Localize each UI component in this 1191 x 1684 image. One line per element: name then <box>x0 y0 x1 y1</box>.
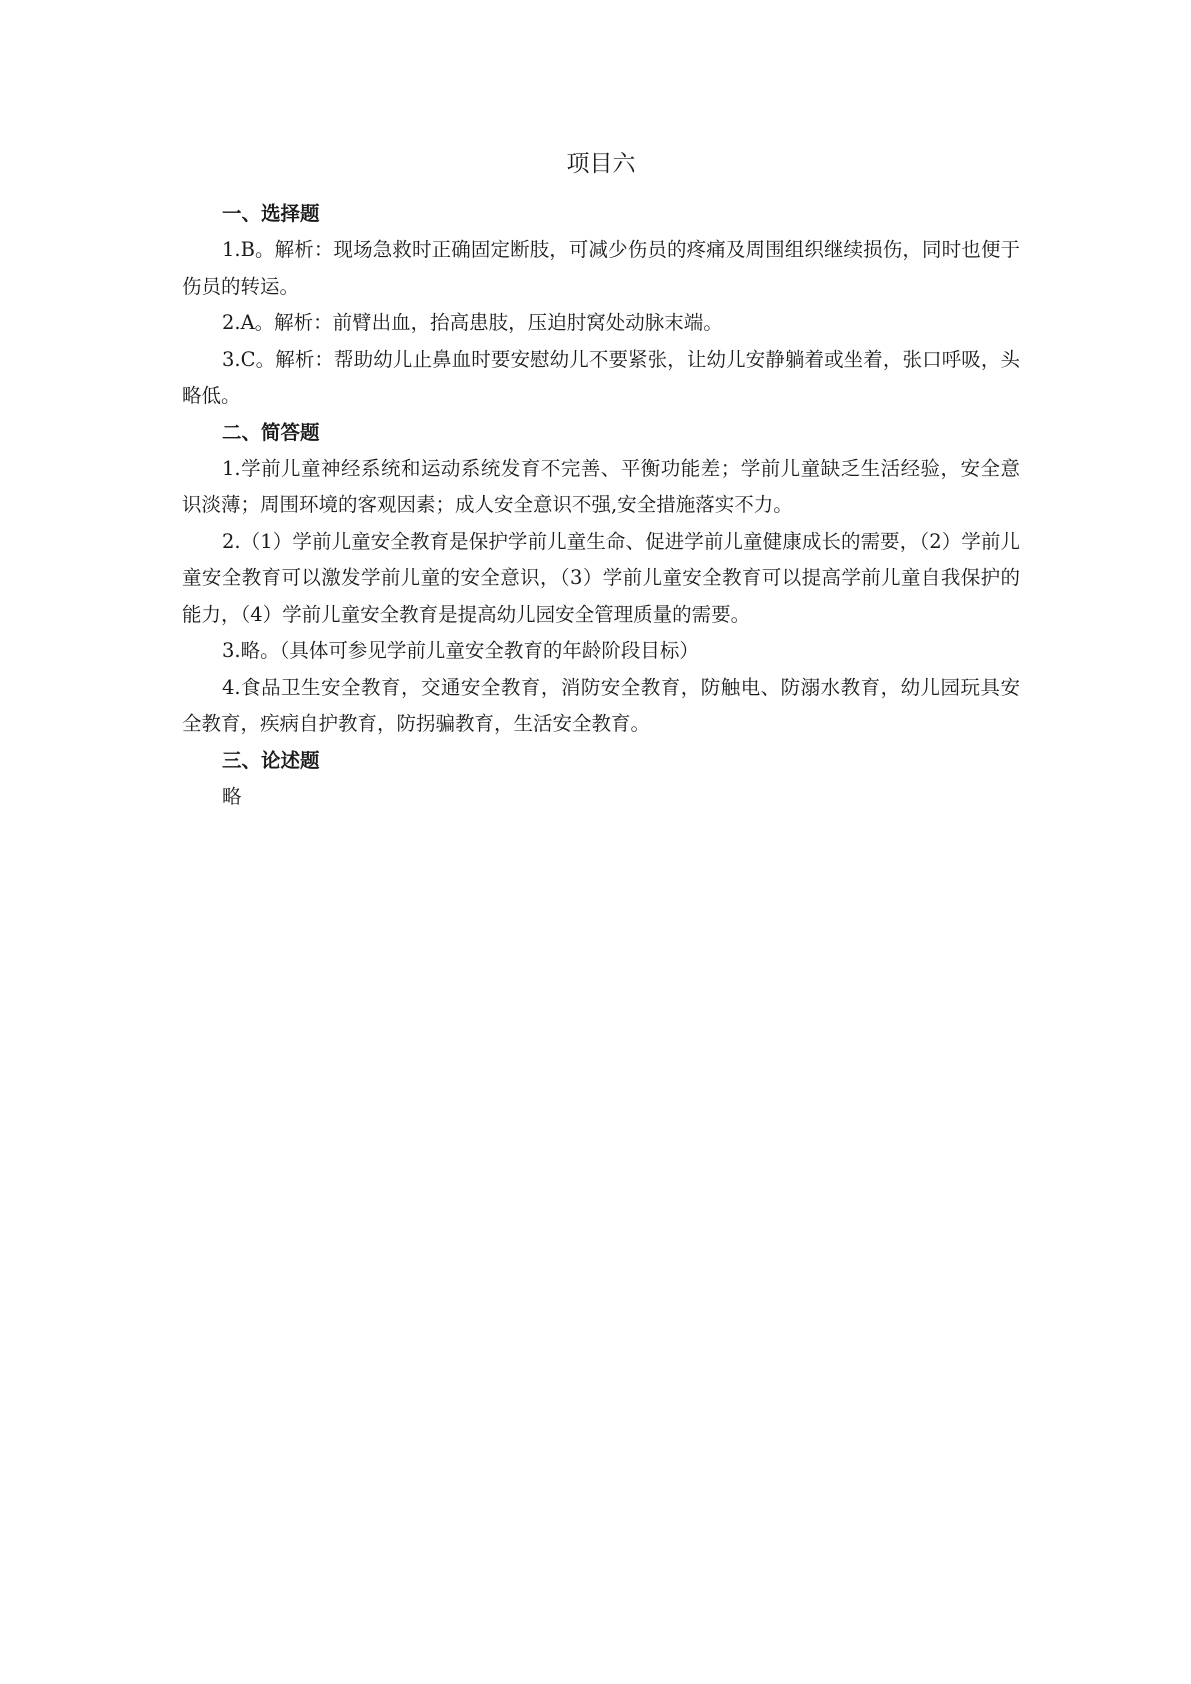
answer-item: 3.略。（具体可参见学前儿童安全教育的年龄阶段目标） <box>222 639 699 662</box>
answer-item: 略 <box>222 784 242 808</box>
document-page <box>182 146 1020 815</box>
page-title: 项目六 <box>566 151 636 177</box>
answer-item: 2.A。解析：前臂出血，抬高患肢，压迫肘窝处动脉末端。 <box>222 311 723 334</box>
answer-item: 1.B。解析：现场急救时正确固定断肢，可减少伤员的疼痛及周围组织继续损伤，同时也便于伤员的转运。 <box>182 238 1020 298</box>
section-heading-choice: 一、选择题 <box>222 202 320 225</box>
section-heading-short-answer: 二、简答题 <box>222 420 320 444</box>
answer-item: 2.（1）学前儿童安全教育是保护学前儿童生命、促进学前儿童健康成长的需要，（2）学前儿童安全教育可以激发学前儿童的安全意识，（3）学前儿童安全教育可以提高学前儿童自我保护的能力，（4）学前儿童安全教育是提高幼儿园安全管理质量的需要。 <box>182 529 1020 626</box>
answer-item: 3.C。解析：帮助幼儿止鼻血时要安慰幼儿不要紧张，让幼儿安静躺着或坐着，张口呼吸，头略低。 <box>182 347 1020 407</box>
answer-item: 4.食品卫生安全教育，交通安全教育，消防安全教育，防触电、防溺水教育，幼儿园玩具安全教育，疾病自护教育，防拐骗教育，生活安全教育。 <box>182 675 1020 735</box>
answer-item: 1.学前儿童神经系统和运动系统发育不完善、平衡功能差；学前儿童缺乏生活经验，安全意识淡薄；周围环境的客观因素；成人安全意识不强,安全措施落实不力。 <box>182 456 1020 516</box>
section-heading-essay: 三、论述题 <box>222 748 320 772</box>
